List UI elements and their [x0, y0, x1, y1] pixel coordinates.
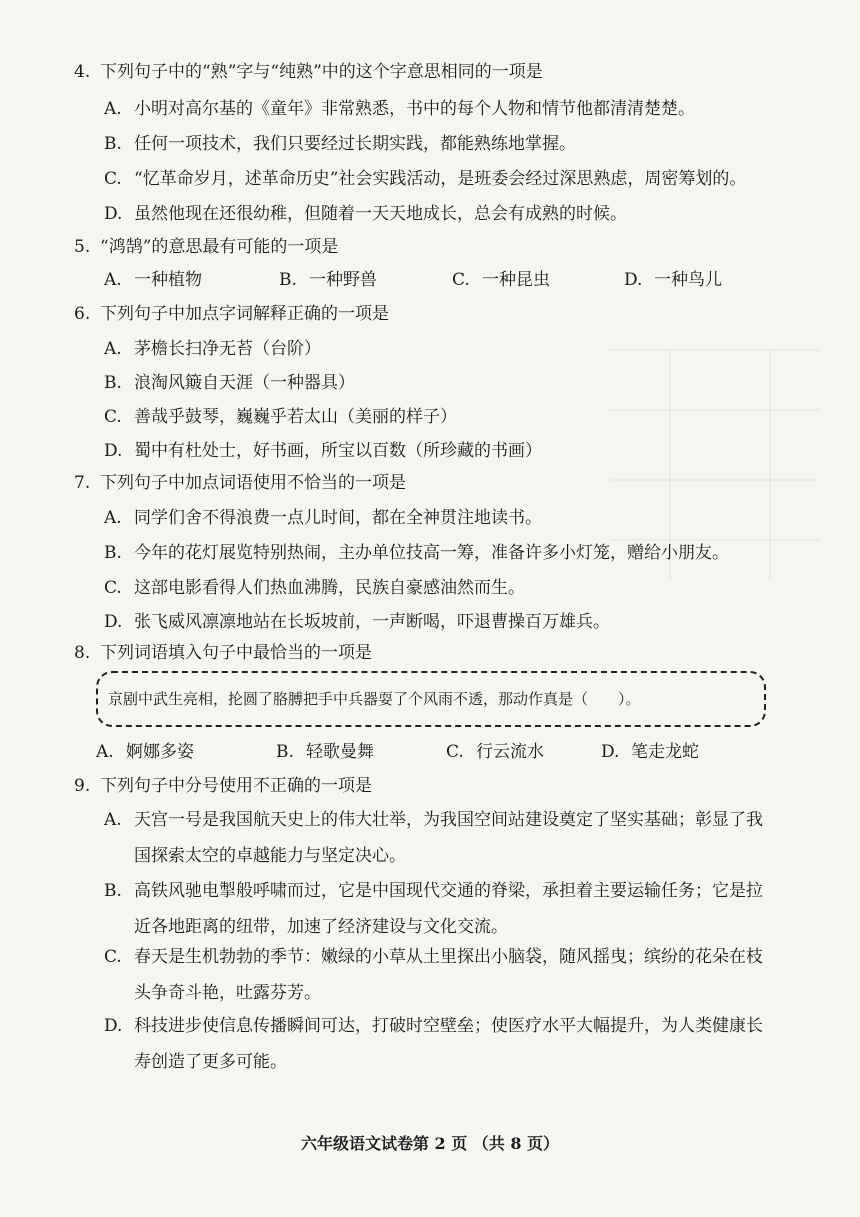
option-text: 行云流水: [476, 742, 544, 762]
option-text: 同学们舍不得浪费一点儿时间，都在全神贯注地读书。: [134, 508, 542, 528]
option-letter: B.: [104, 373, 122, 393]
question-7-stem: [74, 471, 406, 495]
option-letter: B.: [104, 543, 122, 563]
option-text: 善哉乎鼓琴，巍巍乎若太山（美丽的样子）: [134, 407, 457, 427]
question-number: 9.: [74, 776, 91, 796]
question-text: 下列句子中加点字词解释正确的一项是: [100, 304, 389, 324]
q8-sentence: 京剧中武生亮相，抡圆了胳膊把手中兵器耍了个风雨不透，那动作真是（ ）。: [108, 690, 641, 708]
option-text: 浪淘风簸自天涯（一种器具）: [134, 373, 355, 393]
option-text: 任何一项技术，我们只要经过长期实践，都能熟练地掌握。: [134, 134, 576, 154]
option-letter: A.: [104, 99, 122, 119]
q6-option-d[interactable]: [104, 439, 542, 463]
option-text: 茅檐长扫净无苔（台阶）: [134, 339, 321, 359]
q6-option-c[interactable]: [104, 405, 457, 429]
question-number: 8.: [74, 643, 91, 663]
option-letter: B.: [279, 270, 297, 290]
question-number: 6.: [74, 304, 91, 324]
q8-option-a[interactable]: [96, 740, 194, 764]
option-letter: D.: [624, 270, 643, 290]
q7-option-c[interactable]: [104, 576, 525, 600]
option-letter: D.: [104, 441, 123, 461]
q4-option-a[interactable]: [104, 97, 695, 121]
q8-option-d[interactable]: [601, 740, 699, 764]
option-text: 婀娜多姿: [126, 742, 194, 762]
q7-option-b[interactable]: [104, 541, 729, 565]
option-text: 春天是生机勃勃的季节：嫩绿的小草从土里探出小脑袋，随风摇曳；缤纷的花朵在枝头争奇斗艳，吐露芬芳。: [134, 947, 763, 1003]
question-number: 5.: [74, 237, 91, 257]
option-text: 一种昆虫: [482, 270, 550, 290]
q9-option-d[interactable]: [104, 1008, 774, 1080]
question-text: “鸿鹄”的意思最有可能的一项是: [100, 237, 339, 257]
q7-option-a[interactable]: [104, 506, 542, 530]
option-letter: B.: [104, 881, 122, 901]
question-number: 4.: [74, 62, 91, 82]
question-text: 下列词语填入句子中最恰当的一项是: [100, 643, 372, 663]
option-text: 笔走龙蛇: [631, 742, 699, 762]
q8-option-c[interactable]: [446, 740, 544, 764]
q5-option-c[interactable]: [452, 268, 550, 292]
q4-option-c[interactable]: [104, 167, 746, 191]
question-text: 下列句子中分号使用不正确的一项是: [100, 776, 372, 796]
option-letter: A.: [104, 508, 122, 528]
option-letter: D.: [104, 1016, 123, 1036]
option-text: 一种野兽: [309, 270, 377, 290]
q9-option-b[interactable]: [104, 873, 774, 945]
question-9-stem: [74, 774, 372, 798]
option-text: 张飞威风凛凛地站在长坂坡前，一声断喝，吓退曹操百万雄兵。: [134, 612, 610, 632]
q9-option-c[interactable]: [104, 939, 774, 1011]
question-text: 下列句子中加点词语使用不恰当的一项是: [100, 473, 406, 493]
question-6-stem: [74, 302, 389, 326]
q5-option-b[interactable]: [279, 268, 377, 292]
option-letter: D.: [104, 612, 123, 632]
q4-option-b[interactable]: [104, 132, 576, 156]
option-text: 蜀中有杜处士，好书画，所宝以百数（所珍藏的书画）: [134, 441, 542, 461]
q4-option-d[interactable]: [104, 202, 627, 226]
question-8-stem: [74, 641, 372, 665]
question-4-stem: [74, 60, 543, 84]
option-letter: C.: [104, 407, 122, 427]
option-letter: C.: [452, 270, 470, 290]
option-letter: A.: [104, 339, 122, 359]
option-text: 天宫一号是我国航天史上的伟大壮举，为我国空间站建设奠定了坚实基础；彰显了我国探索太空的卓越能力与坚定决心。: [134, 810, 763, 866]
q7-option-d[interactable]: [104, 610, 610, 634]
option-letter: D.: [601, 742, 620, 762]
option-letter: B.: [104, 134, 122, 154]
option-letter: C.: [104, 169, 122, 189]
question-5-stem: [74, 235, 338, 259]
q5-option-a[interactable]: [104, 268, 202, 292]
q6-option-b[interactable]: [104, 371, 355, 395]
option-text: 一种鸟儿: [654, 270, 722, 290]
option-text: 虽然他现在还很幼稚，但随着一天天地成长，总会有成熟的时候。: [134, 204, 627, 224]
question-number: 7.: [74, 473, 91, 493]
q8-sentence-box: [96, 671, 766, 727]
q8-option-b[interactable]: [276, 740, 374, 764]
option-letter: C.: [446, 742, 464, 762]
option-letter: A.: [104, 270, 122, 290]
option-letter: D.: [104, 204, 123, 224]
option-text: 一种植物: [134, 270, 202, 290]
option-text: 今年的花灯展览特别热闹，主办单位技高一筹，准备许多小灯笼，赠给小朋友。: [134, 543, 729, 563]
option-text: “忆革命岁月，述革命历史”社会实践活动，是班委会经过深思熟虑，周密筹划的。: [134, 169, 747, 189]
page-footer: 六年级语文试卷第 2 页 （共 8 页）: [300, 1134, 560, 1153]
option-text: 这部电影看得人们热血沸腾，民族自豪感油然而生。: [134, 578, 525, 598]
option-text: 轻歌曼舞: [306, 742, 374, 762]
q6-option-a[interactable]: [104, 337, 321, 361]
option-text: 科技进步使信息传播瞬间可达，打破时空壁垒；使医疗水平大幅提升，为人类健康长寿创造了更多可能。: [134, 1016, 763, 1072]
q9-option-a[interactable]: [104, 802, 774, 874]
option-letter: A.: [96, 742, 114, 762]
option-letter: C.: [104, 947, 122, 967]
option-letter: C.: [104, 578, 122, 598]
q5-option-d[interactable]: [624, 268, 722, 292]
question-text: 下列句子中的“熟”字与“纯熟”中的这个字意思相同的一项是: [100, 62, 543, 82]
option-letter: B.: [276, 742, 294, 762]
option-text: 小明对高尔基的《童年》非常熟悉，书中的每个人物和情节他都清清楚楚。: [134, 99, 695, 119]
option-letter: A.: [104, 810, 122, 830]
option-text: 高铁风驰电掣般呼啸而过，它是中国现代交通的脊梁，承担着主要运输任务；它是拉近各地距离的纽带，加速了经济建设与文化交流。: [134, 881, 763, 937]
